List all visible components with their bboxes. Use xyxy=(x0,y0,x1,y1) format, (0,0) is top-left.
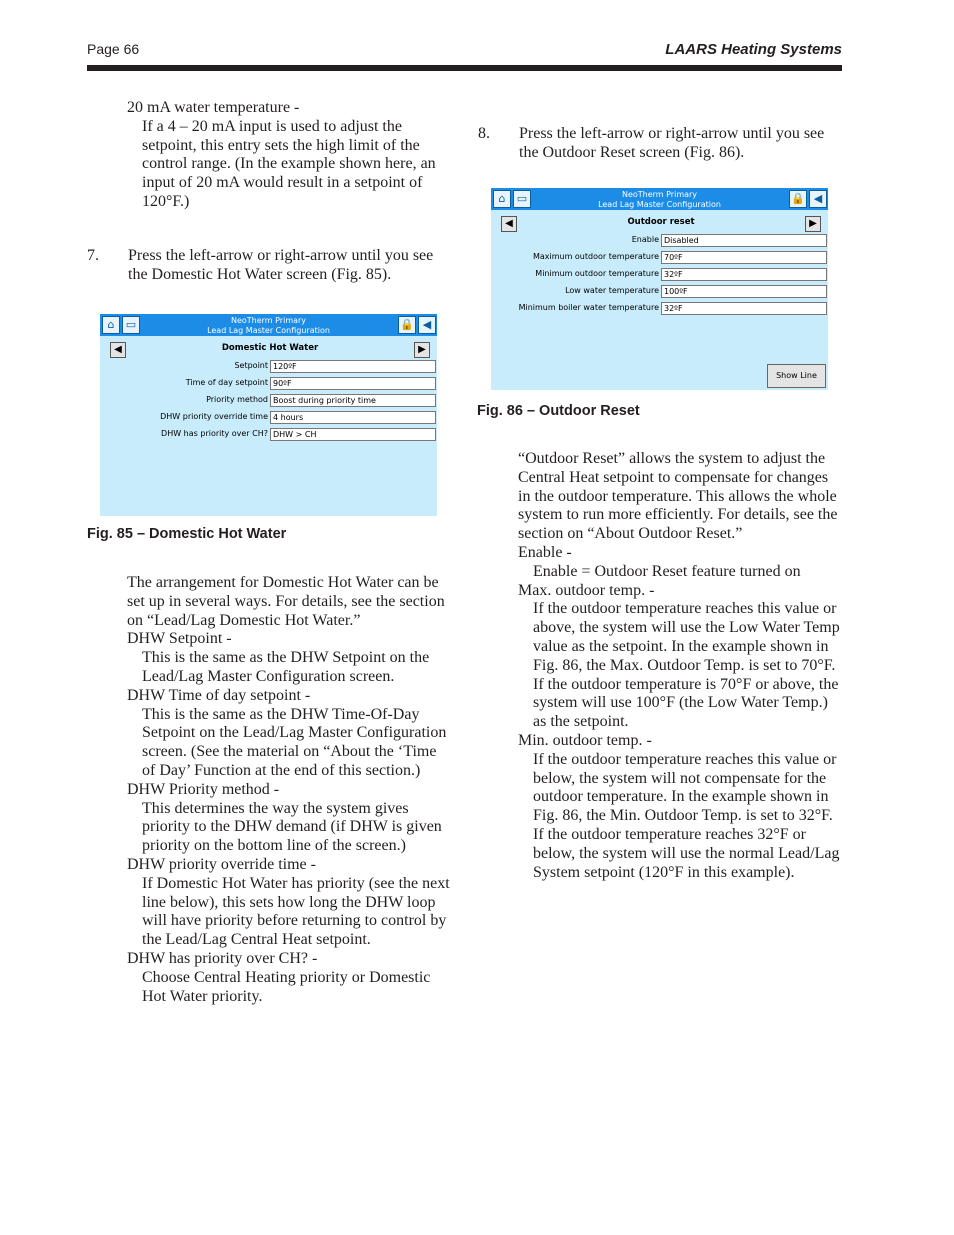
lock-icon[interactable]: 🔒 xyxy=(398,316,416,334)
row-label: Maximum outdoor temperature xyxy=(532,252,659,261)
right-arrow-button[interactable]: ▶ xyxy=(805,216,821,232)
max-heading: Max. outdoor temp. - xyxy=(518,581,655,599)
row-label: Priority method xyxy=(206,395,268,404)
max-outdoor-field[interactable]: 70ºF xyxy=(661,251,827,264)
dhw-setpoint-body: This is the same as the DHW Setpoint on the Lead/Lag Master Configuration screen. xyxy=(142,649,430,685)
ma-heading: 20 mA water temperature - xyxy=(127,99,300,116)
ma-body: If a 4 – 20 mA input is used to adjust the setpoint, this entry sets the high limit of the control range. (In the example shown here, an input of 20 mA would result in a setpoint of 120°F.) xyxy=(142,117,436,210)
left-column-top xyxy=(127,99,452,212)
min-body: If the outdoor temperature reaches this value or below, the system will not compensate for the outdoor temperature. In the example shown in Fig. 86, the Min. Outdoor Temp. is set to 32°F. If the outdoor temperature reaches 32°F or below, the system will use the normal Lead/Lag System setpoint (120°F in this example). xyxy=(533,750,840,881)
home-icon[interactable]: ⌂ xyxy=(102,316,120,334)
home-icon[interactable]: ⌂ xyxy=(493,190,511,208)
fig86-title-line1: NeoTherm Primary xyxy=(621,190,698,199)
outdoor-reset-intro: “Outdoor Reset” allows the system to adjust the Central Heat setpoint to compensate for changes in the outdoor temperature. This allows the whole system to run more efficiently. For details, see the section on “About Outdoor Reset.” xyxy=(518,450,838,543)
row-label: Minimum outdoor temperature xyxy=(535,269,659,278)
show-line-button[interactable]: Show Line xyxy=(767,364,826,388)
right-column-body xyxy=(518,450,843,882)
max-body: If the outdoor temperature reaches this value or above, the system will use the Low Water Temp value as the setpoint. In the example shown in Fig. 86, the Max. Outdoor Temp. is set to 70°F. If the outdoor temperature is 70°F or above, the system will use 100°F (the Low Water Temp.) as the setpoint. xyxy=(533,600,840,731)
row-label: Setpoint xyxy=(234,361,268,370)
row-label: Low water temperature xyxy=(565,286,659,295)
brand-title: LAARS Heating Systems xyxy=(665,41,842,58)
dhw-pot-heading: DHW priority override time - xyxy=(127,855,316,873)
step-7 xyxy=(87,247,447,285)
dhw-ch-body: Choose Central Heating priority or Domestic Hot Water priority. xyxy=(142,968,431,1005)
enable-heading: Enable - xyxy=(518,543,572,561)
fig85-title-line2: Lead Lag Master Configuration xyxy=(207,325,330,335)
left-column-bottom xyxy=(127,574,452,1006)
dhw-tod-body: This is the same as the DHW Time-Of-Day Setpoint on the Lead/Lag Master Configuration screen. (See the material on “About the ‘Time of Day’ Function at the end of this section.) xyxy=(142,705,447,779)
fig85-title-line1: NeoTherm Primary xyxy=(230,316,307,325)
dhw-pm-heading: DHW Priority method - xyxy=(127,780,280,798)
override-time-field[interactable]: 4 hours xyxy=(270,411,436,424)
page-number: Page 66 xyxy=(87,41,140,57)
header-rule xyxy=(87,65,842,71)
fig86-titlebar xyxy=(491,188,828,210)
enable-body: Enable = Outdoor Reset feature turned on xyxy=(533,562,801,580)
priority-method-field[interactable]: Boost during priority time xyxy=(270,394,436,407)
fig86-title-line2: Lead Lag Master Configuration xyxy=(598,199,721,209)
enable-field[interactable]: Disabled xyxy=(661,234,827,247)
lock-icon[interactable]: 🔒 xyxy=(789,190,807,208)
monitor-icon[interactable]: ▭ xyxy=(122,316,140,334)
row-label: Time of day setpoint xyxy=(185,378,268,387)
dhw-pm-body: This determines the way the system gives priority to the DHW demand (if DHW is given priority on the bottom line of the screen.) xyxy=(142,799,442,855)
fig86-screen xyxy=(491,188,828,390)
min-outdoor-field[interactable]: 32ºF xyxy=(661,268,827,281)
dhw-ch-heading: DHW has priority over CH? - xyxy=(127,949,318,967)
low-water-field[interactable]: 100ºF xyxy=(661,285,827,298)
tod-setpoint-field[interactable]: 90ºF xyxy=(270,377,436,390)
row-label: Minimum boiler water temperature xyxy=(518,303,659,312)
fig85-screen-title: Domestic Hot Water xyxy=(221,343,319,353)
fig85-caption: Fig. 85 – Domestic Hot Water xyxy=(87,526,287,542)
row-label: Enable xyxy=(631,235,659,244)
dhw-pot-body: If Domestic Hot Water has priority (see the next line below), this sets how long the DHW loop will have priority before returning to control by the Lead/Lag Central Heat setpoint. xyxy=(142,874,450,949)
fig85-screen xyxy=(100,314,437,516)
fig86-caption: Fig. 86 – Outdoor Reset xyxy=(477,403,640,419)
dhw-priority-field[interactable]: DHW > CH xyxy=(270,428,436,441)
setpoint-field[interactable]: 120ºF xyxy=(270,360,436,373)
step-8-number: 8. xyxy=(478,125,490,142)
row-label: DHW has priority over CH? xyxy=(161,429,268,438)
step-8-text: Press the left-arrow or right-arrow until you see the Outdoor Reset screen (Fig. 86). xyxy=(519,125,825,161)
dhw-tod-heading: DHW Time of day setpoint - xyxy=(127,686,311,704)
step-8 xyxy=(478,125,833,163)
step-7-text: Press the left-arrow or right-arrow until you see the Domestic Hot Water screen (Fig. 85). xyxy=(128,247,434,283)
fig86-screen-title: Outdoor reset xyxy=(627,217,695,227)
monitor-icon[interactable]: ▭ xyxy=(513,190,531,208)
right-arrow-button[interactable]: ▶ xyxy=(414,342,430,358)
step-7-number: 7. xyxy=(87,247,99,264)
left-arrow-button[interactable]: ◀ xyxy=(501,216,517,232)
dhw-setpoint-heading: DHW Setpoint - xyxy=(127,630,232,648)
min-boiler-field[interactable]: 32ºF xyxy=(661,302,827,315)
left-arrow-button[interactable]: ◀ xyxy=(110,342,126,358)
row-label: DHW priority override time xyxy=(160,412,268,421)
arrangement-text: The arrangement for Domestic Hot Water can be set up in several ways. For details, see the section on “Lead/Lag Domestic Hot Water.” xyxy=(127,574,445,629)
back-icon[interactable]: ◀ xyxy=(809,190,827,208)
fig85-titlebar xyxy=(100,314,437,336)
min-heading: Min. outdoor temp. - xyxy=(518,731,652,749)
back-icon[interactable]: ◀ xyxy=(418,316,436,334)
